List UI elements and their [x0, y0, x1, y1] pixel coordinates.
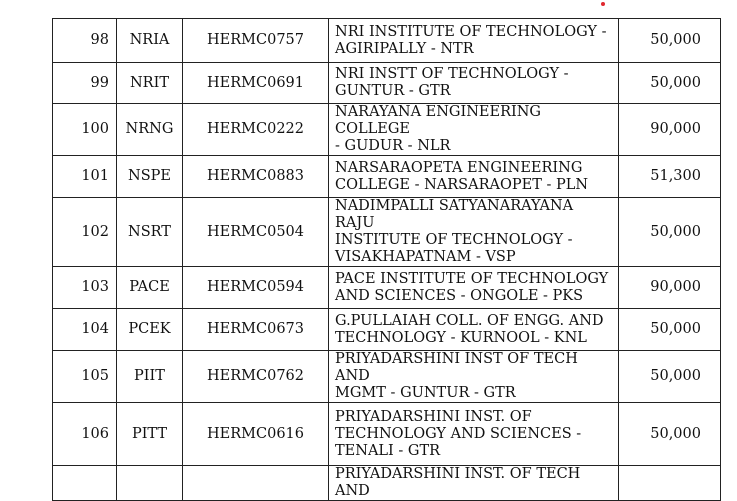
- serial-number-cell: 102: [53, 198, 117, 267]
- table-row: [53, 466, 721, 501]
- college-fee-table: [52, 18, 721, 501]
- table-row: [53, 267, 721, 309]
- table-row: [53, 198, 721, 267]
- college-name-line: NRI INSTT OF TECHNOLOGY -: [335, 66, 569, 82]
- reference-code-cell: HERMC0691: [183, 63, 329, 104]
- college-code-cell: NRIT: [117, 63, 183, 104]
- college-name-line: TECHNOLOGY - KURNOOL - KNL: [335, 329, 587, 346]
- fee-amount-cell: 51,300: [619, 156, 721, 198]
- fee-amount-cell: 50,000: [619, 351, 721, 403]
- college-name-cell: [329, 309, 619, 351]
- serial-number-cell: [53, 466, 117, 501]
- serial-number-cell: 104: [53, 309, 117, 351]
- college-code-cell: NRIA: [117, 19, 183, 63]
- college-name-line: PRIYADARSHINI INST. OF TECH AND: [335, 466, 581, 499]
- college-name-cell: [329, 198, 619, 267]
- college-name-cell: [329, 19, 619, 63]
- college-code-cell: PACE: [117, 267, 183, 309]
- table-row: [53, 19, 721, 63]
- college-code-cell: PITT: [117, 403, 183, 466]
- table-row: [53, 403, 721, 466]
- fee-amount-cell: 50,000: [619, 309, 721, 351]
- college-name-line: G.PULLAIAH COLL. OF ENGG. AND: [335, 312, 604, 329]
- college-name-line: NARAYANA ENGINEERING COLLEGE: [335, 104, 542, 137]
- college-name-line: TENALI - GTR: [335, 442, 441, 459]
- college-code-cell: NSPE: [117, 156, 183, 198]
- college-name-line: TECHNOLOGY AND SCIENCES -: [335, 425, 582, 442]
- college-name-line: PACE INSTITUTE OF TECHNOLOGY: [335, 270, 609, 287]
- table-row: [53, 104, 721, 156]
- serial-number-cell: 103: [53, 267, 117, 309]
- table-row: [53, 309, 721, 351]
- college-name-line: INSTITUTE OF TECHNOLOGY -: [335, 232, 573, 248]
- college-name-line: MGMT - GUNTUR - GTR: [335, 385, 516, 401]
- serial-number-cell: 100: [53, 104, 117, 156]
- reference-code-cell: HERMC0616: [183, 403, 329, 466]
- serial-number-cell: 106: [53, 403, 117, 466]
- table-row: [53, 63, 721, 104]
- reference-code-cell: HERMC0222: [183, 104, 329, 156]
- college-name-line: NRI INSTITUTE OF TECHNOLOGY -: [335, 23, 607, 40]
- college-name-line: AND SCIENCES - ONGOLE - PKS: [335, 287, 584, 304]
- college-code-cell: [117, 466, 183, 501]
- reference-code-cell: HERMC0757: [183, 19, 329, 63]
- fee-amount-cell: 50,000: [619, 403, 721, 466]
- college-code-cell: NRNG: [117, 104, 183, 156]
- serial-number-cell: 105: [53, 351, 117, 403]
- fee-amount-cell: 50,000: [619, 63, 721, 104]
- college-code-cell: PIIT: [117, 351, 183, 403]
- college-name-line: NARSARAOPETA ENGINEERING: [335, 159, 583, 176]
- college-name-line: VISAKHAPATNAM - VSP: [335, 249, 516, 265]
- college-name-line: GUNTUR - GTR: [335, 83, 451, 99]
- college-name-cell: [329, 63, 619, 104]
- college-name-cell: [329, 466, 619, 501]
- red-ink-mark: [601, 2, 605, 6]
- reference-code-cell: HERMC0762: [183, 351, 329, 403]
- college-name-line: PRIYADARSHINI INST OF TECH AND: [335, 351, 578, 384]
- college-code-cell: NSRT: [117, 198, 183, 267]
- college-name-cell: [329, 403, 619, 466]
- fee-amount-cell: 50,000: [619, 19, 721, 63]
- college-name-line: - GUDUR - NLR: [335, 138, 451, 154]
- fee-amount-cell: 90,000: [619, 104, 721, 156]
- fee-amount-cell: 50,000: [619, 198, 721, 267]
- college-name-cell: [329, 156, 619, 198]
- college-name-line: COLLEGE - NARSARAOPET - PLN: [335, 176, 589, 193]
- table-body: [53, 19, 721, 501]
- college-name-line: PRIYADARSHINI INST. OF: [335, 408, 532, 425]
- table-row: [53, 156, 721, 198]
- reference-code-cell: HERMC0883: [183, 156, 329, 198]
- reference-code-cell: HERMC0504: [183, 198, 329, 267]
- serial-number-cell: 98: [53, 19, 117, 63]
- college-name-cell: [329, 351, 619, 403]
- reference-code-cell: HERMC0594: [183, 267, 329, 309]
- fee-amount-cell: [619, 466, 721, 501]
- table-row: [53, 351, 721, 403]
- college-name-cell: [329, 267, 619, 309]
- college-name-line: NADIMPALLI SATYANARAYANA RAJU: [335, 198, 574, 231]
- college-name-line: AGIRIPALLY - NTR: [335, 40, 474, 57]
- reference-code-cell: HERMC0673: [183, 309, 329, 351]
- reference-code-cell: [183, 466, 329, 501]
- fee-amount-cell: 90,000: [619, 267, 721, 309]
- college-name-cell: [329, 104, 619, 156]
- serial-number-cell: 99: [53, 63, 117, 104]
- serial-number-cell: 101: [53, 156, 117, 198]
- college-code-cell: PCEK: [117, 309, 183, 351]
